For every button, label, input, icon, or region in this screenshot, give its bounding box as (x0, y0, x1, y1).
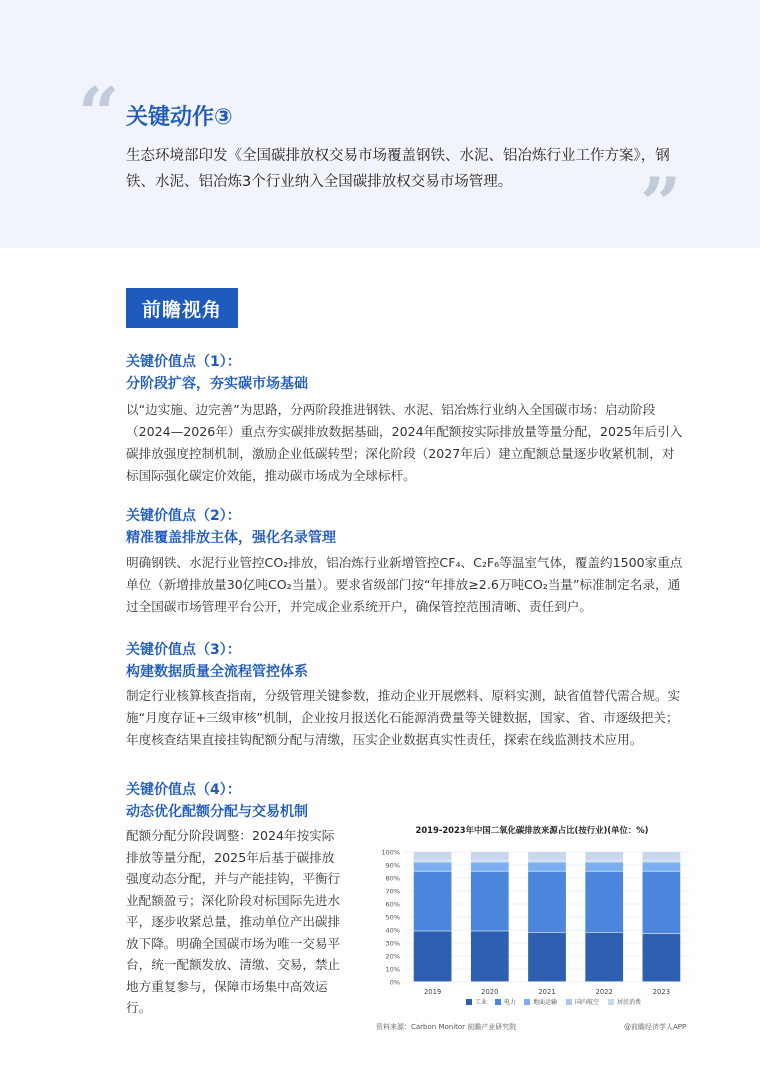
y-tick-label: 90% (385, 861, 400, 870)
value-point-3-heading (126, 639, 308, 683)
y-tick-label: 70% (385, 887, 400, 896)
bar-2023-series-3 (643, 861, 681, 862)
value-point-1-body: 以“边实施、边完善”为思路，分两阶段推进钢铁、水泥、铝冶炼行业纳入全国碳市场：启动阶段（2024—2026年）重点夯实碳排放数据基础，2024年配额按实际排放量等量分配，2025年后引入碳排放强度控制机制，激励企业低碳转型；深化阶段（2027年后）建立配额总量逐步收紧机制，对标国际强化碳定价效能，推动碳市场成为全球标杆。 (126, 402, 683, 483)
y-tick-label: 100% (381, 848, 400, 857)
chart-title: 2019-2023年中国二氧化碳排放来源占比(按行业)(单位：%) (415, 825, 649, 835)
bar-2020-series-2 (471, 862, 509, 871)
y-tick-label: 30% (385, 939, 400, 948)
legend-swatch-0 (466, 999, 472, 1005)
quote-text: 生态环境部印发《全国碳排放权交易市场覆盖钢铁、水泥、铝冶炼行业工作方案》，钢铁、水泥、铝冶炼3个行业纳入全国碳排放权交易市场管理。 (126, 148, 670, 190)
legend-label: 电力 (504, 999, 517, 1006)
bar-2021-series-2 (528, 862, 566, 871)
y-tick-label: 40% (385, 926, 400, 935)
y-tick-label: 50% (385, 913, 400, 922)
y-tick-label: 60% (385, 900, 400, 909)
x-tick-label: 2020 (481, 988, 499, 996)
bar-2021-series-4 (528, 852, 566, 861)
legend-label: 国内航空 (575, 999, 600, 1006)
emission-source-chart (362, 818, 702, 1014)
bar-2020-series-4 (471, 852, 509, 861)
bar-2020-series-1 (471, 872, 509, 931)
value-point-3-label: 关键价值点（3）： (126, 642, 241, 658)
value-point-2-heading (126, 505, 336, 549)
bar-2023-series-1 (643, 872, 681, 934)
value-point-1-label: 关键价值点（1）： (126, 354, 241, 370)
bar-2020-series-3 (471, 861, 509, 862)
bar-2019-series-4 (414, 852, 452, 861)
chart-svg (362, 818, 702, 1014)
bar-2021-series-1 (528, 872, 566, 933)
bar-2022-series-3 (585, 861, 623, 862)
x-tick-label: 2023 (652, 988, 671, 996)
value-point-4-heading (126, 779, 308, 823)
bar-2023-series-0 (643, 934, 681, 982)
legend-swatch-4 (608, 999, 614, 1005)
bar-2022-series-0 (585, 933, 623, 982)
legend-label: 工业 (475, 999, 488, 1006)
bar-2021-series-3 (528, 861, 566, 862)
quote-title: 关键动作③ (126, 105, 233, 130)
bar-2019-series-0 (414, 931, 452, 981)
x-tick-label: 2021 (538, 988, 556, 996)
legend-label: 地面运输 (533, 999, 558, 1006)
bar-2019-series-2 (414, 862, 452, 871)
value-point-4-label: 关键价值点（4）： (126, 782, 241, 798)
value-point-3-body: 制定行业核算核查指南，分级管理关键参数，推动企业开展燃料、原料实测，缺省值替代需合规。实施“月度存证+三级审核”机制，企业按月报送化石能源消费量等关键数据，国家、省、市逐级把关；年度核查结果直接挂钩配额分配与清缴，压实企业数据真实性责任，探索在线监测技术应用。 (126, 688, 681, 747)
bar-2022-series-4 (585, 852, 623, 861)
section-badge: 前瞻视角 (126, 288, 238, 328)
value-point-2-label: 关键价值点（2）： (126, 508, 241, 524)
bar-2023-series-4 (643, 852, 681, 861)
value-point-2-body: 明确钢铁、水泥行业管控CO₂排放，铝冶炼行业新增管控CF₄、C₂F₆等温室气体，覆盖约1500家重点单位（新增排放量30亿吨CO₂当量）。要求省级部门按“年排放≥2.6万吨CO₂当量”标准制定名录，通过全国碳市场管理平台公开，并完成企业系统开户，确保管控范围清晰、责任到户。 (126, 555, 683, 614)
bar-2023-series-2 (643, 862, 681, 871)
value-point-1-subtitle: 分阶段扩容，夯实碳市场基础 (126, 376, 308, 392)
close-quote-icon: ” (640, 161, 682, 246)
y-tick-label: 0% (389, 978, 400, 987)
source-note: 资料来源：Carbon Monitor 前瞻产业研究院 (376, 1023, 517, 1031)
value-point-3-subtitle: 构建数据质量全流程管控体系 (126, 664, 308, 680)
bar-2021-series-0 (528, 933, 566, 982)
value-point-4-body: 配额分配分阶段调整：2024年按实际排放等量分配，2025年后基于碳排放强度动态分配，并与产能挂钩，平衡行业配额盈亏；深化阶段对标国际先进水平，逐步收紧总量，推动单位产出碳排放下降。明确全国碳市场为唯一交易平台，统一配额发放、清缴、交易，禁止地方重复参与，保障市场集中高效运行。 (126, 828, 341, 1015)
bar-2022-series-2 (585, 862, 623, 871)
x-tick-label: 2022 (595, 988, 613, 996)
bar-2019-series-1 (414, 872, 452, 931)
open-quote-icon: “ (78, 71, 120, 156)
bar-2020-series-0 (471, 931, 509, 981)
y-tick-label: 20% (385, 952, 400, 961)
legend-label: 居民消费 (617, 999, 642, 1006)
y-tick-label: 80% (385, 874, 400, 883)
legend-swatch-1 (495, 999, 501, 1005)
bar-2022-series-1 (585, 872, 623, 933)
source-attribution: @前瞻经济学人APP (624, 1023, 687, 1031)
legend-swatch-3 (566, 999, 572, 1005)
value-point-1-heading (126, 351, 308, 395)
legend-swatch-2 (524, 999, 530, 1005)
x-tick-label: 2019 (423, 988, 442, 996)
bar-2019-series-3 (414, 861, 452, 862)
value-point-4-subtitle: 动态优化配额分配与交易机制 (126, 804, 308, 820)
value-point-2-subtitle: 精准覆盖排放主体，强化名录管理 (126, 530, 336, 546)
y-tick-label: 10% (385, 965, 400, 974)
key-action-quote-box (0, 0, 760, 248)
